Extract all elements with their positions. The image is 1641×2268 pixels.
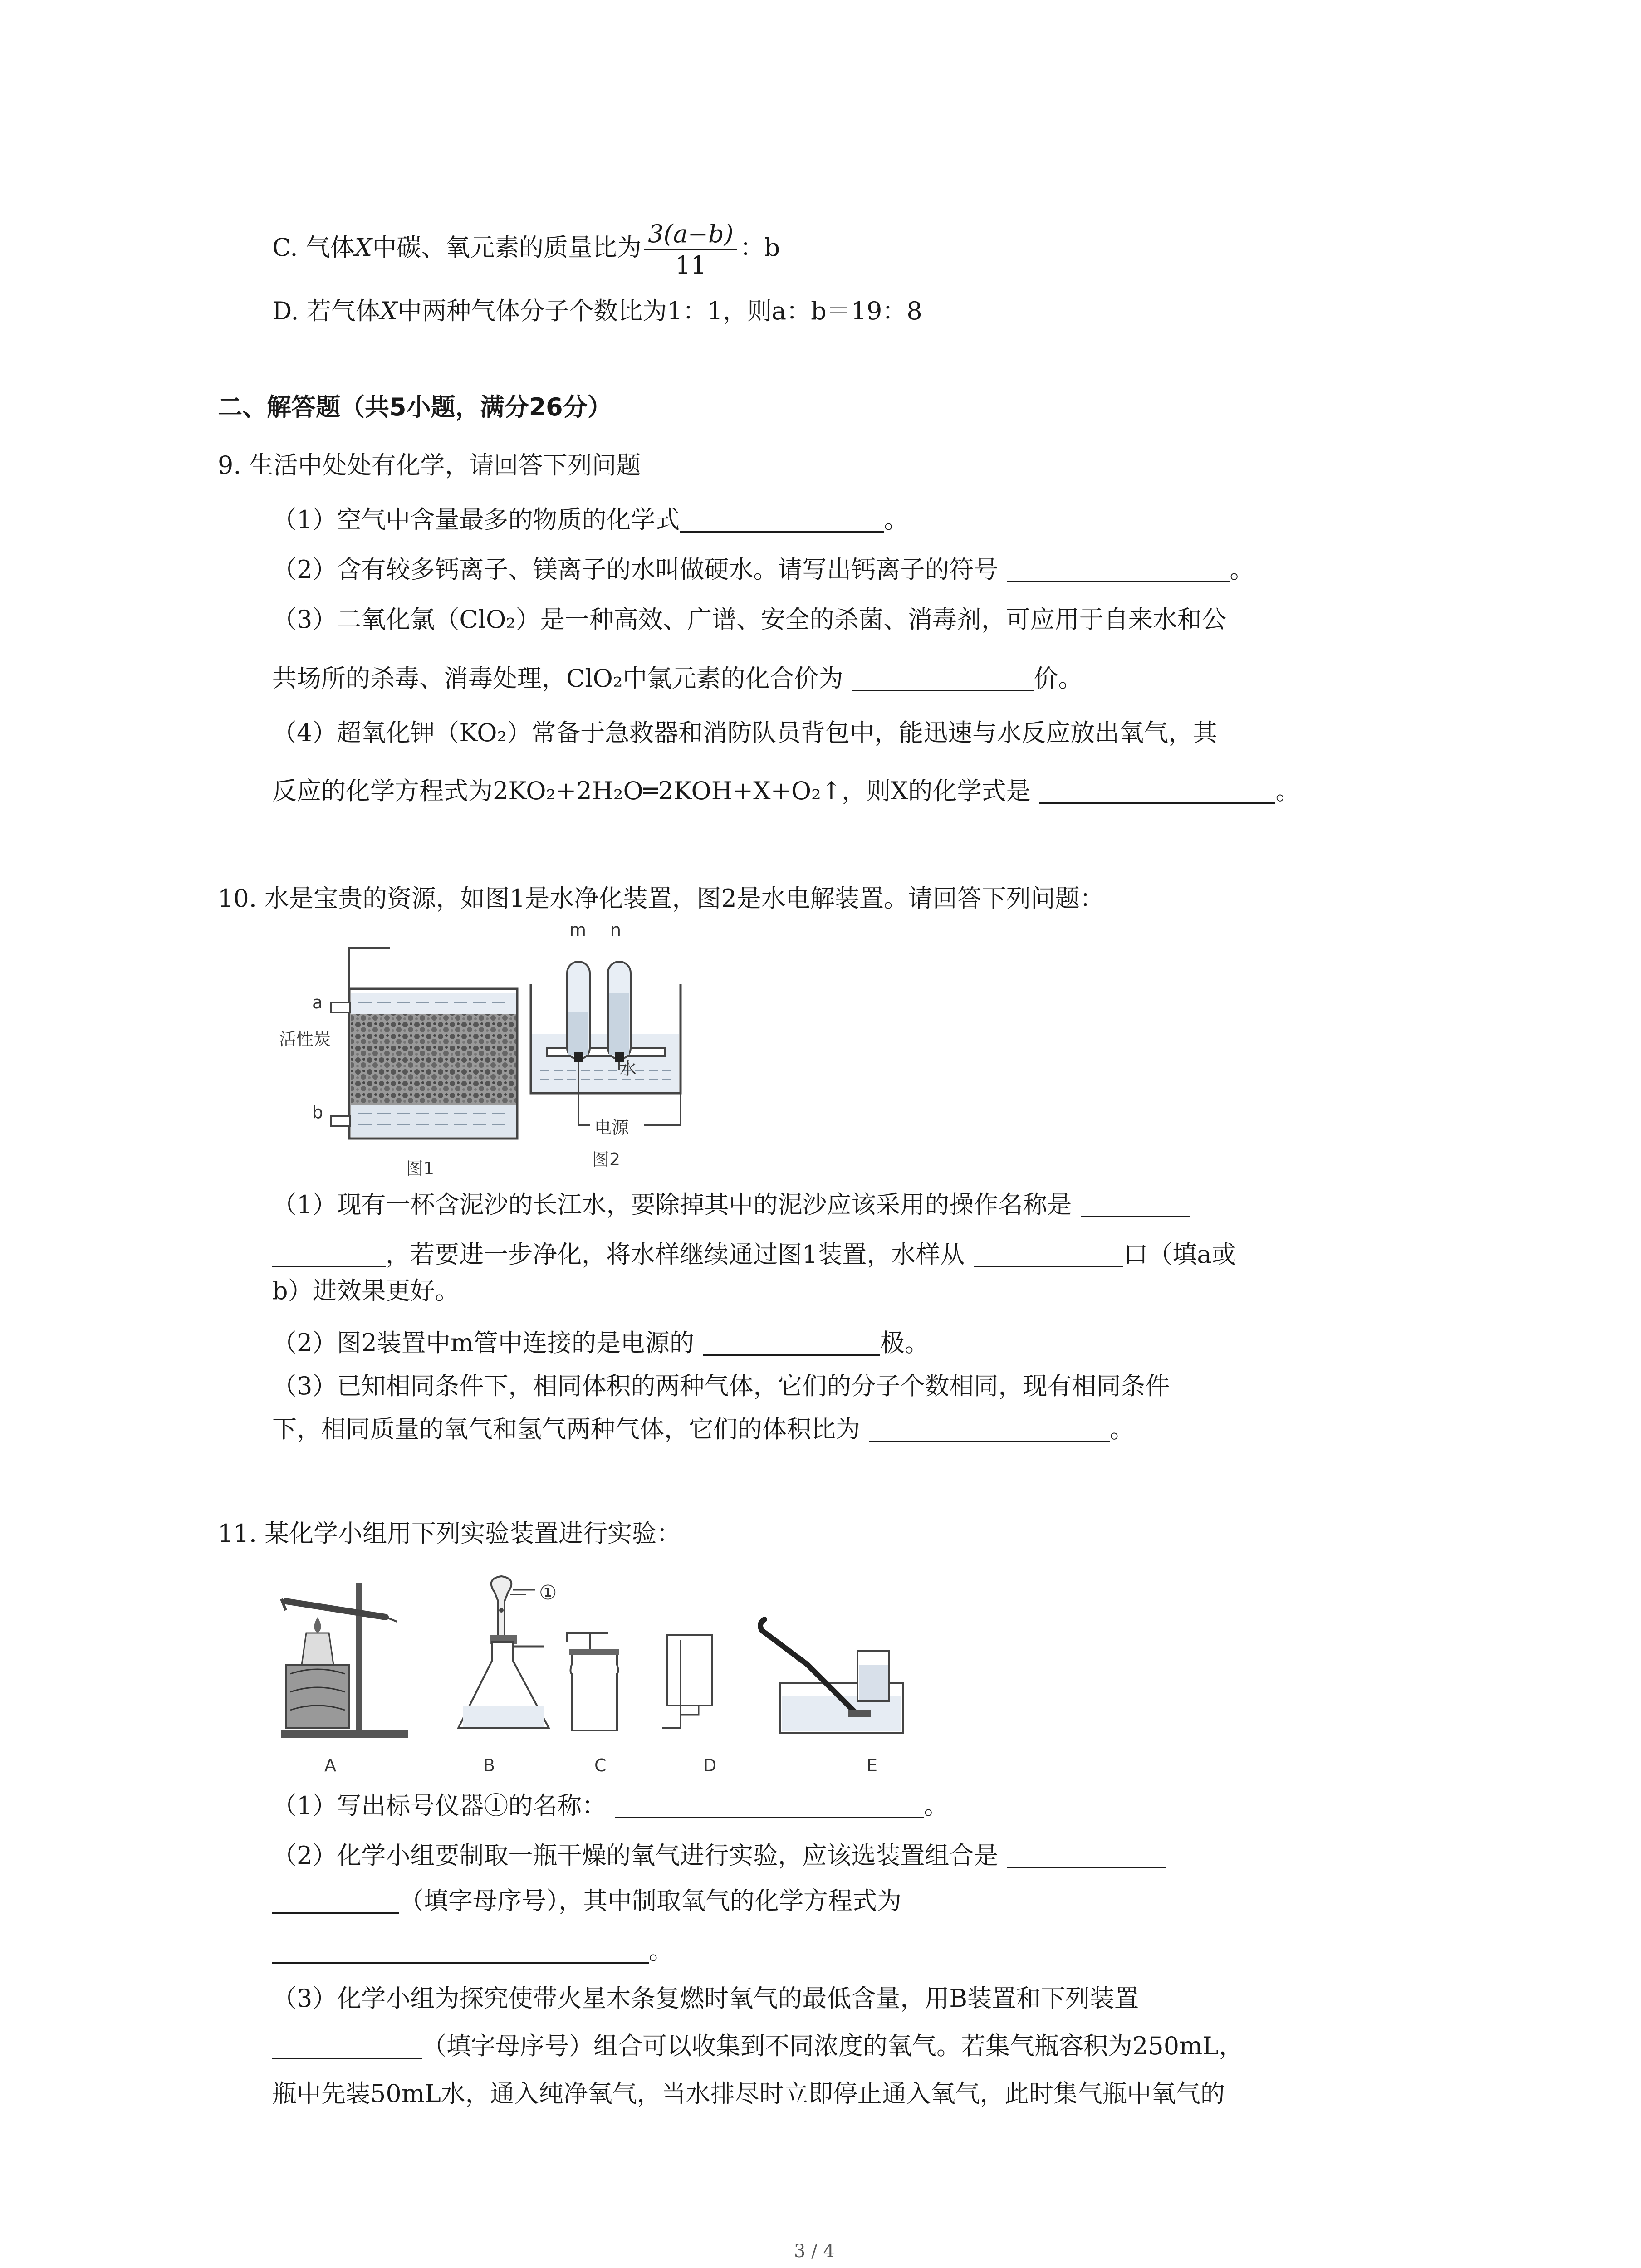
answer-blank[interactable] [272,1887,399,1914]
answer-blank[interactable] [1007,1842,1166,1868]
fig1-caption: 图1 [406,1158,435,1178]
q11-part3-line3: 瓶中先装50mL水，通入纯净氧气，当水排尽时立即停止通入氧气，此时集气瓶中氧气的 [272,2079,1225,2108]
q9-stem: 9. 生活中处处有化学，请回答下列问题 [218,451,641,479]
q11-part1: （1）写出标号仪器①的名称： 。 [272,1791,949,1820]
apparatus-label-e: E [867,1755,878,1775]
apparatus-b [458,1576,549,1728]
apparatus-label-b: B [483,1755,495,1775]
answer-blank[interactable] [703,1329,880,1356]
apparatus-a [281,1583,408,1738]
fig1-label-b: b [312,1102,323,1122]
q10-part1-line1: （1）现有一杯含泥沙的长江水，要除掉其中的泥沙应该采用的操作名称是 [272,1188,1190,1221]
apparatus-label-a: A [324,1755,336,1775]
q11-stem: 11. 某化学小组用下列实验装置进行实验： [218,1519,681,1548]
apparatus-label-c: C [594,1755,607,1775]
answer-blank[interactable] [272,1937,649,1964]
answer-blank[interactable] [869,1415,1110,1442]
q11-part2-line3: 。 [272,1935,673,1967]
fig1-label-a: a [312,992,323,1012]
fig1-label-carbon: 活性炭 [279,1029,331,1049]
apparatus-marker-1: ① [539,1581,557,1604]
answer-blank[interactable] [1007,556,1230,582]
q9-part3-line2: 共场所的杀毒、消毒处理，ClO₂中氯元素的化合价为 价。 [272,664,1083,693]
fig2-label-power: 电源 [594,1118,629,1138]
q10-part2: （2）图2装置中m管中连接的是电源的 极。 [272,1329,929,1357]
fig2-label-water: 水 [619,1059,637,1079]
q9-part4-line2: 反应的化学方程式为2KO₂+2H₂O═2KOH+X+O₂↑，则X的化学式是 。 [272,777,1300,805]
answer-blank[interactable] [852,665,1034,691]
apparatus-e [760,1619,903,1733]
q9-part1: （1）空气中含量最多的物质的化学式 。 [272,505,909,534]
option-d: D. 若气体X中两种气体分子个数比为1：1，则a：b＝19：8 [272,297,922,325]
fig2-label-n: n [610,920,622,940]
mass-ratio-fraction: $\frac{3(a-b)}{11}$ [644,219,737,280]
option-c: C. 气体X中碳、氧元素的质量比为 $\frac{3(a-b)}{11}$ ：b [272,219,780,279]
q9-part3-line1: （3）二氧化氯（ClO₂）是一种高效、广谱、安全的杀菌、消毒剂，可应用于自来水和公 [272,605,1226,634]
answer-blank[interactable] [1081,1191,1190,1217]
q11-part2-line1: （2）化学小组要制取一瓶干燥的氧气进行实验，应该选装置组合是 [272,1839,1166,1872]
lab-apparatus-figure [272,1574,953,1746]
q9-part2: （2）含有较多钙离子、镁离子的水叫做硬水。请写出钙离子的符号 。 [272,555,1254,584]
answer-blank[interactable] [1039,777,1275,804]
apparatus-d [662,1635,712,1728]
apparatus-label-d: D [703,1755,717,1775]
q10-part1-line3: b）进效果更好。 [272,1276,460,1305]
q10-part3-line1: （3）已知相同条件下，相同体积的两种气体，它们的分子个数相同，现有相同条件 [272,1372,1170,1400]
q11-part3-line1: （3）化学小组为探究使带火星木条复燃时氧气的最低含量，用B装置和下列装置 [272,1984,1139,2013]
answer-blank[interactable] [615,1792,924,1818]
apparatus-c [567,1633,619,1730]
answer-blank[interactable] [272,2032,422,2059]
q10-part1-line2: ，若要进一步净化，将水样继续通过图1装置，水样从 口（填a或 [272,1238,1236,1271]
fig2-caption: 图2 [592,1149,621,1169]
q9-part4-line1: （4）超氧化钾（KO₂）常备于急救器和消防队员背包中，能迅速与水反应放出氧气，其 [272,719,1218,747]
q10-part3-line2: 下，相同质量的氧气和氢气两种气体，它们的体积比为 。 [272,1415,1134,1443]
q11-part3-line2: （填字母序号）组合可以收集到不同浓度的氧气。若集气瓶容积为250mL， [272,2030,1243,2063]
answer-blank[interactable] [272,1241,386,1267]
figure-1-purifier [272,939,526,1166]
answer-blank[interactable] [680,506,884,533]
answer-blank[interactable] [974,1241,1123,1267]
page-number: 3 / 4 [794,2241,835,2262]
q11-part2-line2: （填字母序号），其中制取氧气的化学方程式为 [272,1885,901,1917]
fig2-label-m: m [569,920,587,940]
section-title: 二、解答题（共5小题，满分26分） [218,393,612,421]
q10-stem: 10. 水是宝贵的资源，如图1是水净化装置，图2是水电解装置。请回答下列问题： [218,884,1104,913]
